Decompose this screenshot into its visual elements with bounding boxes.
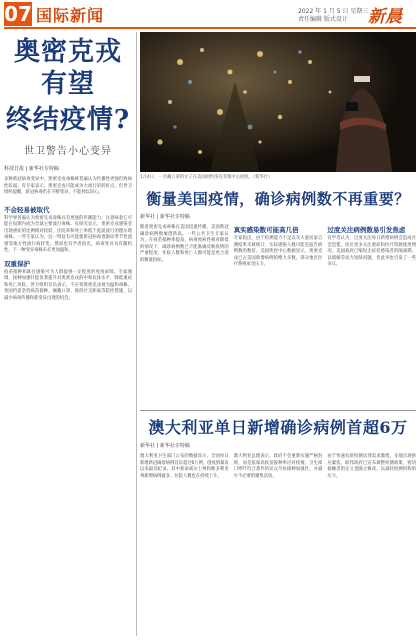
lead-section1-title: 不会轻易被取代 <box>4 205 50 214</box>
lead-section1-text: 科学界普遍认为奥密克戎毒株具有更强的传播能力，这意味着它可能在短期内成为全球主要流行毒株。有研究显示，奥密克戎感染者出现重症的比例相对较低，住院率和死亡率低于此前流行的德尔塔毒株。一些专家认为，这一特征有可能使新冠病毒逐渐向季节性流感等地方性流行病转变。然而也有学者指出，病毒变异具有随机性，下一种变异毒株未必更加温和。 <box>4 215 132 253</box>
newspaper-logo: 新晨 <box>368 7 402 27</box>
us-story-col3-text: 有学者认为，过度关注每日新增病例会造成社会恐慌，而应更多关注重症和医疗资源使用情况。美国政府已缩短无症状感染者的隔离期，以缓解劳动力短缺问题，但此举也引发了一些争议。 <box>327 236 417 267</box>
lead-headline <box>4 36 132 136</box>
us-story-columns <box>140 225 416 269</box>
masthead <box>4 2 416 28</box>
us-story-byline: 新华社 | 新华社专特稿 <box>140 214 190 220</box>
photo-illustration <box>140 32 416 172</box>
us-story <box>140 182 416 269</box>
section-title: 国际新闻 <box>36 6 105 25</box>
lead-byline: 科技日报 | 新华社专特稿 <box>4 166 59 172</box>
us-story-col3-title: 过度关注病例数易引发焦虑 <box>327 226 406 234</box>
us-story-col2 <box>234 225 323 269</box>
lead-story <box>4 32 132 636</box>
column-divider <box>136 32 137 636</box>
editor-line: 责任编辑 版式设计 <box>298 16 348 23</box>
australia-story-col3 <box>327 454 416 480</box>
story-divider <box>140 410 416 411</box>
page-number: 07 <box>4 2 32 26</box>
australia-story-byline: 新华社 | 新华社专特稿 <box>140 443 190 449</box>
lead-subheadline: 世卫警告小心变异 <box>24 146 112 157</box>
australia-story-col1 <box>140 454 229 480</box>
news-photo <box>140 32 416 172</box>
australia-story-col2 <box>234 454 323 480</box>
australia-story-col1-text: 澳大利亚卫生部门公布的数据显示，全国单日新增新冠确诊病例首次超过6万例，创疫情暴发以来最高纪录。其中新南威尔士州和维多利亚州新增病例最多，住院人数也在持续上升。 <box>140 454 229 479</box>
us-story-col2-title: 真实感染数可能高几倍 <box>233 226 299 234</box>
lead-headline-line1: 奥密克戎有望 <box>13 37 122 99</box>
us-story-col3 <box>327 225 416 269</box>
australia-story-col2-text: 澳大利亚总理表示，政府不会重新实施严格封锁，而是依靠高疫苗接种率应对疫情。卫生部门呼吁符合条件的民众尽快接种加强针，并减少不必要的聚集活动。 <box>233 454 323 479</box>
australia-story <box>140 415 416 480</box>
date-line: 2022 年 1 月 5 日 星期三 <box>298 8 369 15</box>
us-story-col2-text: 专家指出，由于检测能力不足以及大量居家自测结果未被统计，实际感染人数可能是报告病例数的数倍。美国疾控中心数据显示，奥密克戎已占美国新增病例的绝大多数，部分地区医疗系统承受压力。 <box>233 236 323 267</box>
us-story-col1 <box>140 225 229 269</box>
lead-section2-title: 双重保护 <box>4 259 30 268</box>
masthead-divider <box>4 27 416 29</box>
right-column <box>140 32 416 636</box>
lead-lede: 多种新冠病毒变异中，奥密克戎毒株被普遍认为传播性更强但致病性较弱。有专家表示，奥密克戎可能成为大流行的转折点，但世卫组织提醒，新冠病毒仍在不断变异，不能掉以轻心。 <box>4 177 132 195</box>
us-story-headline: 衡量美国疫情，确诊病例数不再重要？ <box>146 190 410 208</box>
australia-story-columns <box>140 454 416 480</box>
australia-story-col3-text: 由于快速抗原检测试剂需求激增，多地出现供应紧张。联邦政府已宣布调整检测政策，密切接触者的定义也随之修改，以减轻检测机构的压力。 <box>327 454 417 479</box>
us-story-col1-text: 随着奥密克戎毒株在美国迅速传播，美国新冠确诊病例数屡创新高。一些公共卫生专家认为，在疫苗接种率提高、病毒致病性相对降低的情况下，确诊病例数已不能准确反映疫情的严重程度，住院人数和死亡人数可能是更合适的衡量指标。 <box>140 225 229 263</box>
photo-caption: 1月4日，一名戴口罩的女子在美国纽约洛克菲勒中心拍照。（新华社） <box>140 175 273 180</box>
lead-section2-text: 疫苗接种和既往感染可为人群提供一定程度的免疫屏障。专家强调，接种加强针能显著提升对奥密克戎的中和抗体水平，降低重症和死亡风险。世卫组织官员表示，不应将奥密克戎视为温和毒株，各国仍需坚持疫苗接种、佩戴口罩、保持社交距离等防控措施，以减少病毒传播和新变异出现的机会。 <box>4 269 132 301</box>
lead-headline-line2: 终结疫情? <box>5 105 131 135</box>
australia-story-headline: 澳大利亚单日新增确诊病例首超6万 <box>148 418 408 437</box>
